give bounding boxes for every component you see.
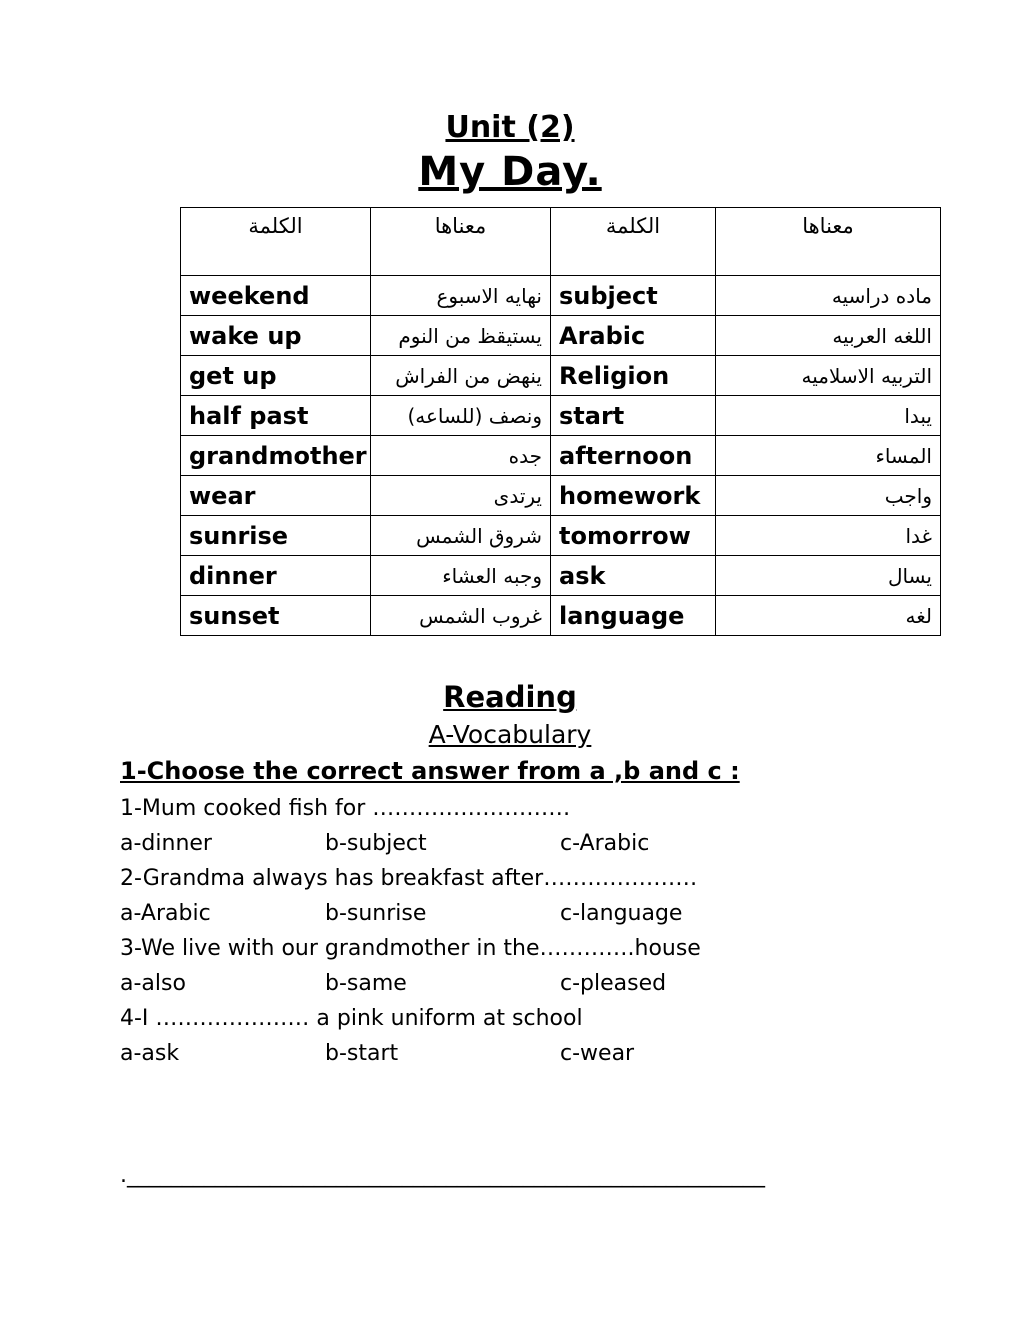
vocab-meaning-ar: ينهض من الفراش (371, 356, 551, 396)
option-a: a-dinner (120, 831, 212, 856)
table-row (181, 276, 941, 316)
question-text: 4-I ………………… a pink uniform at school (120, 1006, 583, 1031)
question-text: 2-Grandma always has breakfast after………………… (120, 866, 698, 891)
vocab-meaning-ar: التربيه الاسلاميه (716, 356, 941, 396)
option-a: a-ask (120, 1041, 180, 1066)
vocab-meaning-ar: غدا (716, 516, 941, 556)
option-b: b-start (325, 1041, 399, 1066)
vocab-meaning-ar: غروب الشمس (371, 596, 551, 636)
vocab-word-en: start (551, 396, 716, 436)
vocab-word-en: subject (551, 276, 716, 316)
vocab-word-en: grandmother (181, 436, 371, 476)
table-row (181, 316, 941, 356)
question-options (120, 896, 1020, 931)
vocab-meaning-ar: اللغه العربيه (716, 316, 941, 356)
vocab-meaning-ar: وجبه العشاء (371, 556, 551, 596)
vocab-meaning-ar: لغه (716, 596, 941, 636)
option-a: a-also (120, 971, 186, 996)
option-c: c-language (560, 901, 683, 926)
question-text: 1-Mum cooked fish for ……………………… (120, 796, 571, 821)
vocab-meaning-ar: يبدا (716, 396, 941, 436)
vocab-word-en: wear (181, 476, 371, 516)
table-row (181, 596, 941, 636)
vocab-header-word-1: الكلمة (181, 208, 371, 276)
vocab-word-en: Religion (551, 356, 716, 396)
table-row (181, 476, 941, 516)
vocab-word-en: sunset (181, 596, 371, 636)
table-row (181, 396, 941, 436)
vocab-word-en: wake up (181, 316, 371, 356)
vocab-word-en: dinner (181, 556, 371, 596)
vocab-word-en: half past (181, 396, 371, 436)
vocab-word-en: afternoon (551, 436, 716, 476)
vocab-meaning-ar: ونصف (للساعه) (371, 396, 551, 436)
vocab-meaning-ar: شروق الشمس (371, 516, 551, 556)
reading-heading: Reading (443, 680, 577, 714)
question-options (120, 1036, 1020, 1071)
vocab-meaning-ar: واجب (716, 476, 941, 516)
unit-title: Unit (2) (445, 110, 575, 145)
vocab-meaning-ar: جده (371, 436, 551, 476)
vocab-meaning-ar: يستيقظ من النوم (371, 316, 551, 356)
option-b: b-subject (325, 831, 427, 856)
vocab-word-en: ask (551, 556, 716, 596)
vocab-header-meaning-2: معناها (716, 208, 941, 276)
table-row (181, 436, 941, 476)
table-row (181, 516, 941, 556)
question-text: 3-We live with our grandmother in the………….house (120, 936, 701, 961)
option-c: c-wear (560, 1041, 635, 1066)
question-options (120, 966, 1020, 1001)
option-b: b-same (325, 971, 407, 996)
vocab-meaning-ar: ماده دراسيه (716, 276, 941, 316)
option-b: b-sunrise (325, 901, 427, 926)
vocab-header-row (181, 208, 941, 276)
option-a: a-Arabic (120, 901, 211, 926)
vocab-meaning-ar: نهايه الاسبوع (371, 276, 551, 316)
lesson-title: My Day. (418, 149, 602, 195)
question-options (120, 826, 1020, 861)
vocab-table (180, 207, 941, 636)
vocab-word-en: get up (181, 356, 371, 396)
vocab-header-meaning-1: معناها (371, 208, 551, 276)
vocabulary-subheading: A-Vocabulary (428, 720, 592, 749)
instruction-line: 1-Choose the correct answer from a ,b and c : (120, 757, 740, 785)
option-c: c-pleased (560, 971, 667, 996)
answer-blank-line: .__________________________________________________________ (120, 1163, 765, 1188)
vocab-meaning-ar: يرتدى (371, 476, 551, 516)
table-row (181, 356, 941, 396)
vocab-word-en: homework (551, 476, 716, 516)
vocab-header-word-2: الكلمة (551, 208, 716, 276)
option-c: c-Arabic (560, 831, 650, 856)
vocab-word-en: sunrise (181, 516, 371, 556)
vocab-word-en: Arabic (551, 316, 716, 356)
vocab-word-en: weekend (181, 276, 371, 316)
vocab-meaning-ar: يسال (716, 556, 941, 596)
table-row (181, 556, 941, 596)
vocab-word-en: tomorrow (551, 516, 716, 556)
vocab-meaning-ar: المساء (716, 436, 941, 476)
vocab-word-en: language (551, 596, 716, 636)
